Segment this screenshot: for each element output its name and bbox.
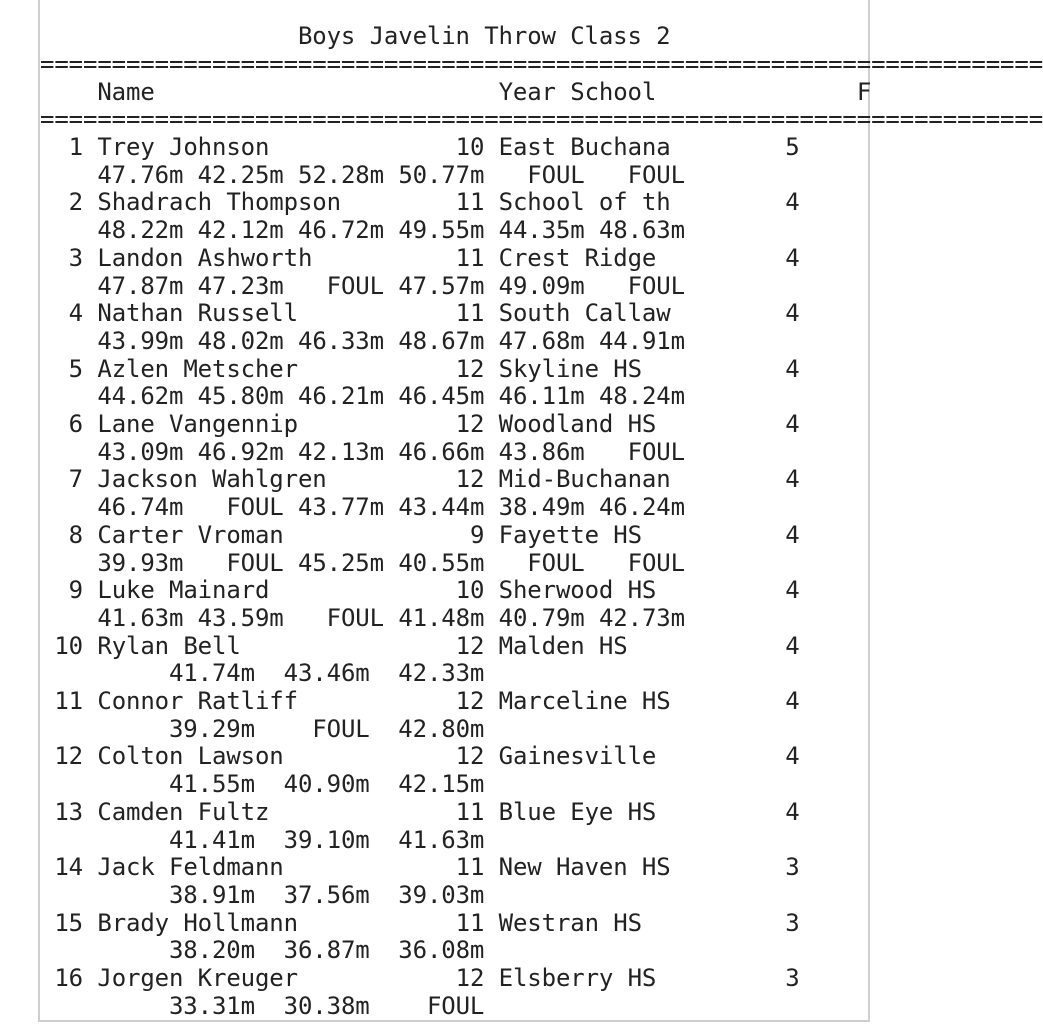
attempt-mark: 50.77m xyxy=(398,160,485,189)
column-school: School xyxy=(570,77,657,106)
attempt-line xyxy=(40,272,685,300)
result-mark: 3 xyxy=(785,908,800,937)
attempt-mark: 46.72m xyxy=(297,216,384,245)
attempt-mark: 40.79m xyxy=(498,603,585,632)
result-name: Azlen Metscher xyxy=(97,354,442,383)
result-name: Jackson Wahlgren xyxy=(97,465,442,494)
results-document xyxy=(38,0,1043,1022)
attempt-mark: 39.93m xyxy=(97,548,184,577)
result-school: Skyline HS xyxy=(498,354,671,383)
attempt-mark: 48.63m xyxy=(598,216,685,245)
attempt-line xyxy=(40,549,685,577)
attempt-mark: 48.02m xyxy=(197,326,284,355)
attempt-mark: 38.91m xyxy=(154,880,255,909)
attempt-mark: 43.09m xyxy=(97,437,184,466)
result-entry xyxy=(40,410,800,466)
attempt-mark: FOUL xyxy=(197,493,284,522)
result-place: 10 xyxy=(54,631,84,660)
result-entry xyxy=(40,299,800,355)
result-year: 12 xyxy=(455,964,485,993)
result-school: South Callaw xyxy=(498,299,671,328)
result-school: New Haven HS xyxy=(498,853,671,882)
attempt-mark: 42.80m xyxy=(383,714,485,743)
result-name: Luke Mainard xyxy=(97,576,442,605)
attempt-line xyxy=(40,438,685,466)
attempt-line xyxy=(40,493,685,521)
event-title xyxy=(40,23,671,51)
event-title-text: Boys Javelin Throw Class 2 xyxy=(297,22,671,50)
result-entry xyxy=(40,576,800,632)
attempt-series xyxy=(155,770,485,798)
result-place: 13 xyxy=(54,797,84,826)
attempt-line xyxy=(40,216,685,244)
result-place: 15 xyxy=(54,908,84,937)
result-year: 10 xyxy=(455,576,485,605)
attempt-mark: 39.03m xyxy=(383,880,485,909)
result-mark: 4 xyxy=(785,520,800,549)
attempt-mark: 43.77m xyxy=(297,493,384,522)
attempt-line xyxy=(40,659,484,687)
results-list xyxy=(40,134,800,1021)
attempt-series xyxy=(97,493,685,521)
result-place: 11 xyxy=(54,687,84,716)
attempt-mark: 46.74m xyxy=(97,493,184,522)
attempt-mark: FOUL xyxy=(197,548,284,577)
result-mark: 3 xyxy=(785,853,800,882)
attempt-mark: 47.76m xyxy=(97,160,184,189)
result-entry xyxy=(40,465,800,521)
attempt-series xyxy=(97,604,685,632)
attempt-mark: 42.15m xyxy=(383,770,485,799)
attempt-line xyxy=(40,382,685,410)
result-place: 8 xyxy=(54,520,84,549)
attempt-mark: FOUL xyxy=(498,160,585,189)
result-entry xyxy=(40,964,800,1020)
result-name: Lane Vangennip xyxy=(97,410,442,439)
result-mark: 4 xyxy=(785,410,800,439)
result-mark: 4 xyxy=(785,742,800,771)
attempt-mark: 43.99m xyxy=(97,326,184,355)
attempt-mark: 42.25m xyxy=(197,160,284,189)
result-entry xyxy=(40,687,800,743)
result-year: 11 xyxy=(455,853,485,882)
result-year: 12 xyxy=(455,465,485,494)
column-header xyxy=(40,51,1043,134)
attempt-mark: 48.22m xyxy=(97,216,184,245)
result-name: Jack Feldmann xyxy=(97,853,442,882)
attempt-mark: 41.63m xyxy=(97,603,184,632)
attempt-series xyxy=(97,216,685,244)
result-school: Westran HS xyxy=(498,908,671,937)
attempt-mark: FOUL xyxy=(297,603,384,632)
result-name: Rylan Bell xyxy=(97,631,442,660)
result-year: 11 xyxy=(455,797,485,826)
attempt-series xyxy=(97,272,685,300)
attempt-mark: 46.92m xyxy=(197,437,284,466)
attempt-mark: 47.57m xyxy=(398,271,485,300)
attempt-mark: 42.13m xyxy=(297,437,384,466)
attempt-line xyxy=(40,992,484,1020)
result-mark: 3 xyxy=(785,964,800,993)
attempt-mark: 46.33m xyxy=(297,326,384,355)
attempt-mark: FOUL xyxy=(598,271,685,300)
result-name: Colton Lawson xyxy=(97,742,442,771)
result-mark: 4 xyxy=(785,188,800,217)
result-entry xyxy=(40,521,800,577)
result-entry xyxy=(40,355,800,411)
result-place: 4 xyxy=(54,299,84,328)
attempt-mark: 45.80m xyxy=(197,382,284,411)
result-place: 3 xyxy=(54,243,84,272)
result-name: Camden Fultz xyxy=(97,797,442,826)
result-mark: 4 xyxy=(785,576,800,605)
attempt-mark: 39.29m xyxy=(154,714,255,743)
result-school: School of th xyxy=(498,188,671,217)
result-name: Trey Johnson xyxy=(97,133,442,161)
result-school: Mid-Buchanan xyxy=(498,465,671,494)
result-school: Crest Ridge xyxy=(498,243,671,272)
attempt-mark: 42.33m xyxy=(383,659,485,688)
attempt-mark: 43.59m xyxy=(197,603,284,632)
result-place: 16 xyxy=(54,964,84,993)
result-place: 5 xyxy=(54,354,84,383)
attempt-line xyxy=(40,881,484,909)
result-mark: 4 xyxy=(785,797,800,826)
result-year: 11 xyxy=(455,188,485,217)
attempt-mark: 39.10m xyxy=(269,825,370,854)
result-mark: 4 xyxy=(785,687,800,716)
attempt-mark: FOUL xyxy=(598,548,685,577)
attempt-mark: 40.90m xyxy=(269,770,370,799)
attempt-mark: 49.55m xyxy=(398,216,485,245)
attempt-mark: 44.35m xyxy=(498,216,585,245)
result-place: 6 xyxy=(54,410,84,439)
result-school: Blue Eye HS xyxy=(498,797,671,826)
result-place: 7 xyxy=(54,465,84,494)
attempt-series xyxy=(97,327,685,355)
result-name: Jorgen Kreuger xyxy=(97,964,442,993)
result-school: Elsberry HS xyxy=(498,964,671,993)
result-name: Landon Ashworth xyxy=(97,243,442,272)
result-entry xyxy=(40,798,800,854)
attempt-mark: 41.48m xyxy=(398,603,485,632)
attempt-mark: 36.87m xyxy=(269,936,370,965)
attempt-mark: 47.23m xyxy=(197,271,284,300)
attempt-series xyxy=(97,382,685,410)
attempt-mark: 41.41m xyxy=(154,825,255,854)
result-year: 12 xyxy=(455,687,485,716)
result-name: Brady Hollmann xyxy=(97,908,442,937)
attempt-mark: 37.56m xyxy=(269,880,370,909)
attempt-series xyxy=(97,161,685,189)
result-place: 12 xyxy=(54,742,84,771)
column-mark: F xyxy=(856,77,872,106)
result-entry xyxy=(40,188,800,244)
result-year: 11 xyxy=(455,243,485,272)
result-year: 12 xyxy=(455,410,485,439)
result-entry xyxy=(40,632,800,688)
attempt-mark: 41.74m xyxy=(154,659,255,688)
attempt-line xyxy=(40,936,484,964)
attempt-series xyxy=(155,936,485,964)
header-rule-top: ====================================================================== xyxy=(40,50,1043,78)
attempt-mark: 48.67m xyxy=(398,326,485,355)
result-school: Fayette HS xyxy=(498,520,671,549)
attempt-mark: 41.55m xyxy=(154,770,255,799)
attempt-mark: 44.62m xyxy=(97,382,184,411)
attempt-line xyxy=(40,161,685,189)
attempt-mark: 48.24m xyxy=(598,382,685,411)
result-mark: 4 xyxy=(785,465,800,494)
attempt-mark: FOUL xyxy=(383,991,485,1020)
attempt-mark: FOUL xyxy=(297,271,384,300)
result-year: 11 xyxy=(455,908,485,937)
result-year: 9 xyxy=(455,520,485,549)
attempt-mark: 52.28m xyxy=(297,160,384,189)
attempt-mark: 49.09m xyxy=(498,271,585,300)
result-school: Woodland HS xyxy=(498,410,671,439)
result-school: East Buchana xyxy=(498,133,671,161)
attempt-mark: 46.66m xyxy=(398,437,485,466)
result-entry xyxy=(40,742,800,798)
attempt-line xyxy=(40,604,685,632)
attempt-mark: 42.12m xyxy=(197,216,284,245)
column-year: Year xyxy=(498,77,556,106)
attempt-mark: 46.11m xyxy=(498,382,585,411)
attempt-series xyxy=(155,992,485,1020)
result-place: 14 xyxy=(54,853,84,882)
attempt-mark: 46.45m xyxy=(398,382,485,411)
attempt-mark: 33.31m xyxy=(154,991,255,1020)
attempt-mark: 30.38m xyxy=(269,991,370,1020)
attempt-mark: 36.08m xyxy=(383,936,485,965)
attempt-mark: 44.91m xyxy=(598,326,685,355)
attempt-series xyxy=(97,549,685,577)
attempt-mark: 45.25m xyxy=(297,548,384,577)
attempt-series xyxy=(155,715,485,743)
attempt-mark: 43.86m xyxy=(498,437,585,466)
result-mark: 5 xyxy=(785,133,800,161)
attempt-series xyxy=(155,881,485,909)
result-year: 12 xyxy=(455,742,485,771)
result-name: Connor Ratliff xyxy=(97,687,442,716)
result-year: 12 xyxy=(455,631,485,660)
result-entry xyxy=(40,909,800,965)
result-place: 9 xyxy=(54,576,84,605)
result-mark: 4 xyxy=(785,354,800,383)
attempt-series xyxy=(155,826,485,854)
attempt-mark: 40.55m xyxy=(398,548,485,577)
attempt-mark: 46.24m xyxy=(598,493,685,522)
result-mark: 4 xyxy=(785,299,800,328)
result-year: 12 xyxy=(455,354,485,383)
attempt-mark: 38.49m xyxy=(498,493,585,522)
result-name: Shadrach Thompson xyxy=(97,188,442,217)
result-mark: 4 xyxy=(785,631,800,660)
result-year: 11 xyxy=(455,299,485,328)
attempt-mark: FOUL xyxy=(269,714,370,743)
result-mark: 4 xyxy=(785,243,800,272)
attempt-mark: 46.21m xyxy=(297,382,384,411)
column-name: Name xyxy=(97,77,155,106)
result-year: 10 xyxy=(455,133,485,161)
result-place: 1 xyxy=(54,133,84,161)
attempt-line xyxy=(40,327,685,355)
header-rule-bottom: ====================================================================== xyxy=(40,105,1043,134)
result-entry xyxy=(40,133,800,189)
attempt-mark: FOUL xyxy=(598,437,685,466)
result-name: Carter Vroman xyxy=(97,520,442,549)
attempt-mark: 38.20m xyxy=(154,936,255,965)
attempt-line xyxy=(40,770,484,798)
attempt-mark: 42.73m xyxy=(598,603,685,632)
attempt-mark: 41.63m xyxy=(383,825,485,854)
attempt-mark: 47.68m xyxy=(498,326,585,355)
result-place: 2 xyxy=(54,188,84,217)
result-school: Marceline HS xyxy=(498,687,671,716)
attempt-series xyxy=(97,438,685,466)
attempt-mark: 43.46m xyxy=(269,659,370,688)
result-school: Malden HS xyxy=(498,631,671,660)
attempt-mark: 43.44m xyxy=(398,493,485,522)
result-name: Nathan Russell xyxy=(97,299,442,328)
attempt-line xyxy=(40,826,484,854)
attempt-mark: FOUL xyxy=(598,160,685,189)
attempt-mark: 47.87m xyxy=(97,271,184,300)
result-entry xyxy=(40,244,800,300)
attempt-line xyxy=(40,715,484,743)
result-school: Sherwood HS xyxy=(498,576,671,605)
result-school: Gainesville xyxy=(498,742,671,771)
attempt-series xyxy=(155,659,485,687)
result-entry xyxy=(40,853,800,909)
attempt-mark: FOUL xyxy=(498,548,585,577)
